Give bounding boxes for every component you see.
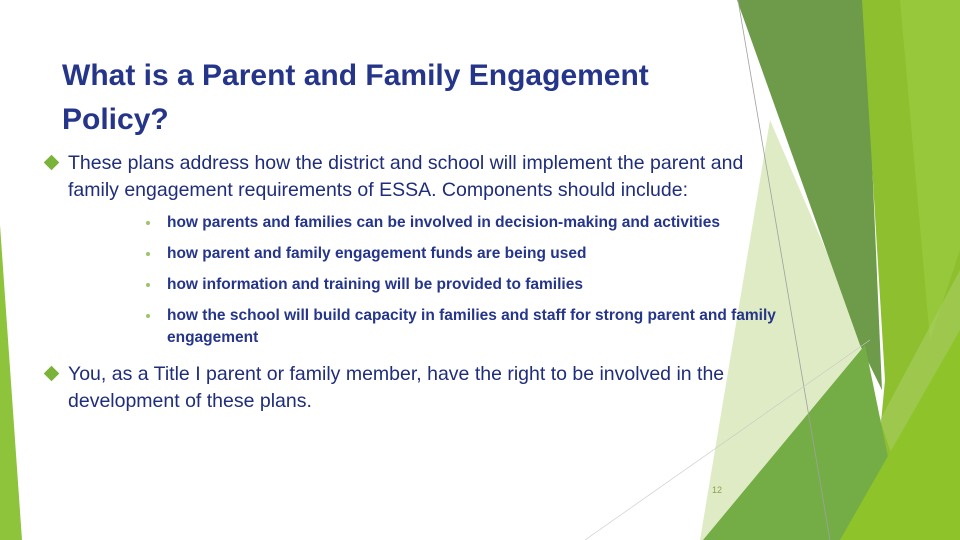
dot-bullet-icon	[146, 314, 150, 318]
sub-bullet-item	[146, 305, 791, 349]
bullet-item	[46, 150, 791, 203]
dot-bullet-icon	[146, 252, 150, 256]
slide-content	[46, 54, 791, 423]
bullet-text: These plans address how the district and school will implement the parent and family engagement requirements of ESSA. Components should include:	[68, 152, 744, 201]
sub-bullet-text: how parent and family engagement funds are being used	[167, 245, 587, 262]
left-green-stripe	[0, 225, 22, 540]
dot-bullet-icon	[146, 283, 150, 287]
bullet-text: You, as a Title I parent or family member, have the right to be involved in the development of these plans.	[68, 363, 725, 412]
sub-bullet-item	[146, 212, 791, 234]
sub-bullet-item	[146, 274, 791, 296]
sub-bullet-text: how information and training will be provided to families	[167, 276, 583, 293]
page-number: 12	[712, 485, 723, 495]
bullet-item	[46, 361, 791, 414]
sub-bullet-item	[146, 243, 791, 265]
sub-bullet-text: how parents and families can be involved in decision-making and activities	[167, 214, 720, 231]
dot-bullet-icon	[146, 221, 150, 225]
sub-bullet-text: how the school will build capacity in families and staff for strong parent and family engagement	[167, 307, 776, 346]
slide-title: What is a Parent and Family Engagement Policy?	[62, 59, 649, 136]
